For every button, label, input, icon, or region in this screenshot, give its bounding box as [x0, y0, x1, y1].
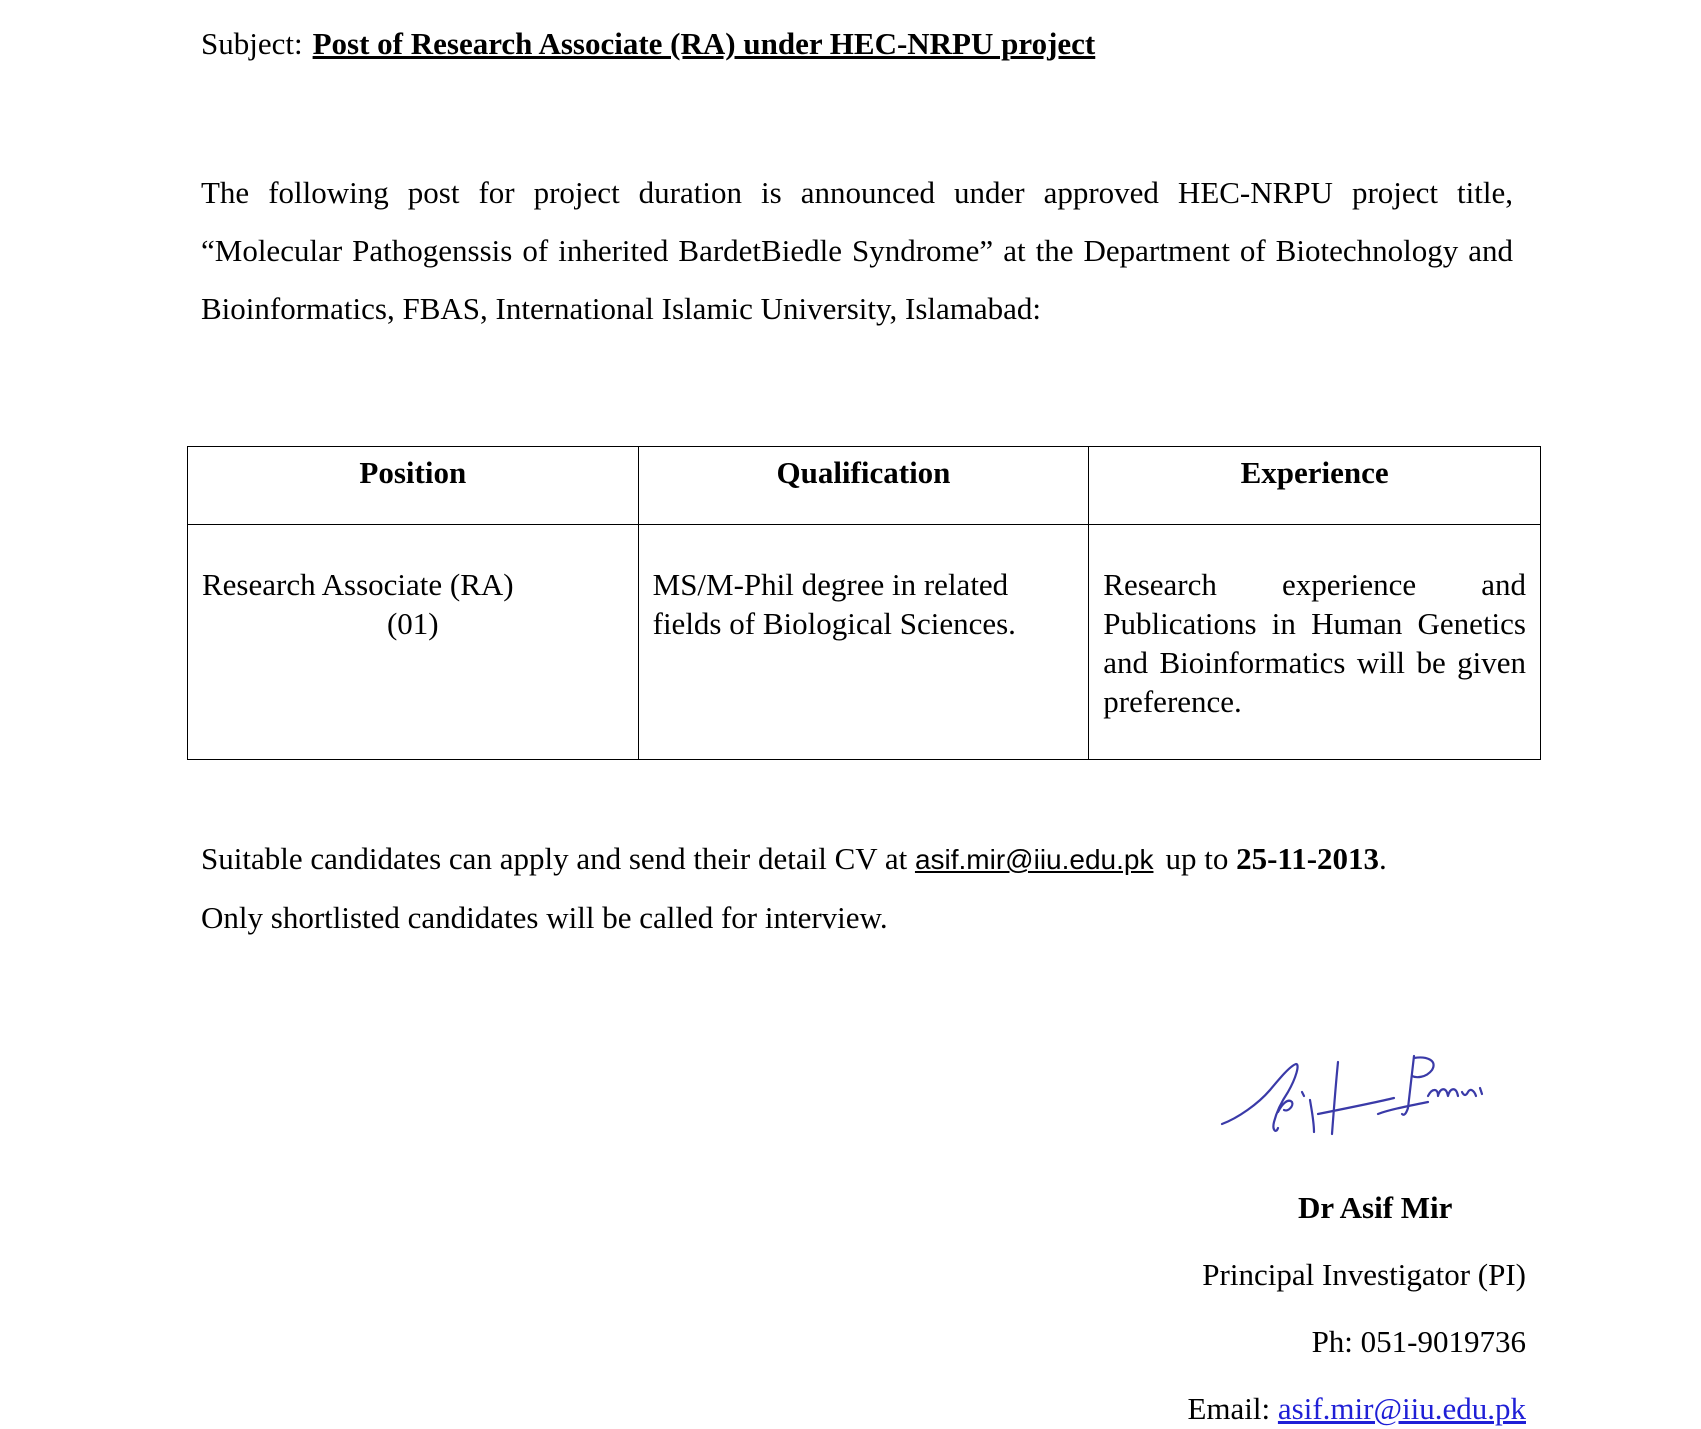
cell-position: [188, 525, 639, 760]
position-table: [187, 446, 1541, 760]
signatory-name: Dr Asif Mir: [1298, 1190, 1453, 1225]
application-instructions: [201, 830, 1521, 947]
signature-image: [1218, 1052, 1518, 1162]
apply-upto-text: up to: [1165, 841, 1229, 876]
apply-email-link[interactable]: asif.mir@iiu.edu.pk: [914, 844, 1154, 875]
cell-qualification: MS/M-Phil degree in related fields of Biological Sciences.: [638, 525, 1089, 760]
email-label: Email:: [1187, 1391, 1271, 1426]
table-row: [188, 525, 1541, 760]
header-position: Position: [188, 447, 639, 525]
subject-label: Subject:: [201, 26, 303, 61]
intro-paragraph: The following post for project duration is announced under approved HEC-NRPU project title, “Molecular Pathogenssis of inherited BardetBiedle Syndrome” at the Department of Biotechnology and Bioinformatics, FBAS, International Islamic University, Islamabad:: [201, 175, 1513, 326]
subject-line: [201, 24, 1095, 64]
apply-period: .: [1379, 841, 1387, 876]
apply-text: Suitable candidates can apply and send their detail CV at: [201, 841, 908, 876]
phone-label: Ph:: [1311, 1324, 1353, 1359]
table-header-row: [188, 447, 1541, 525]
deadline-date: 25-11-2013: [1236, 841, 1380, 876]
signatory-email-link[interactable]: asif.mir@iiu.edu.pk: [1277, 1391, 1526, 1426]
signatory-phone: [926, 1322, 1526, 1362]
subject-text: Post of Research Associate (RA) under HEC-NRPU project: [312, 26, 1096, 61]
header-experience: Experience: [1089, 447, 1541, 525]
position-title: Research Associate (RA): [202, 567, 514, 602]
shortlist-note: Only shortlisted candidates will be called for interview.: [201, 900, 888, 935]
phone-number: 051-9019736: [1360, 1324, 1526, 1359]
signatory-title: Principal Investigator (PI): [1202, 1257, 1526, 1292]
cell-experience: Research experience and Publications in Human Genetics and Bioinformatics will be given preference.: [1089, 525, 1541, 760]
position-count: (01): [386, 606, 439, 641]
signatory-email: [926, 1389, 1526, 1429]
header-qualification: Qualification: [638, 447, 1089, 525]
